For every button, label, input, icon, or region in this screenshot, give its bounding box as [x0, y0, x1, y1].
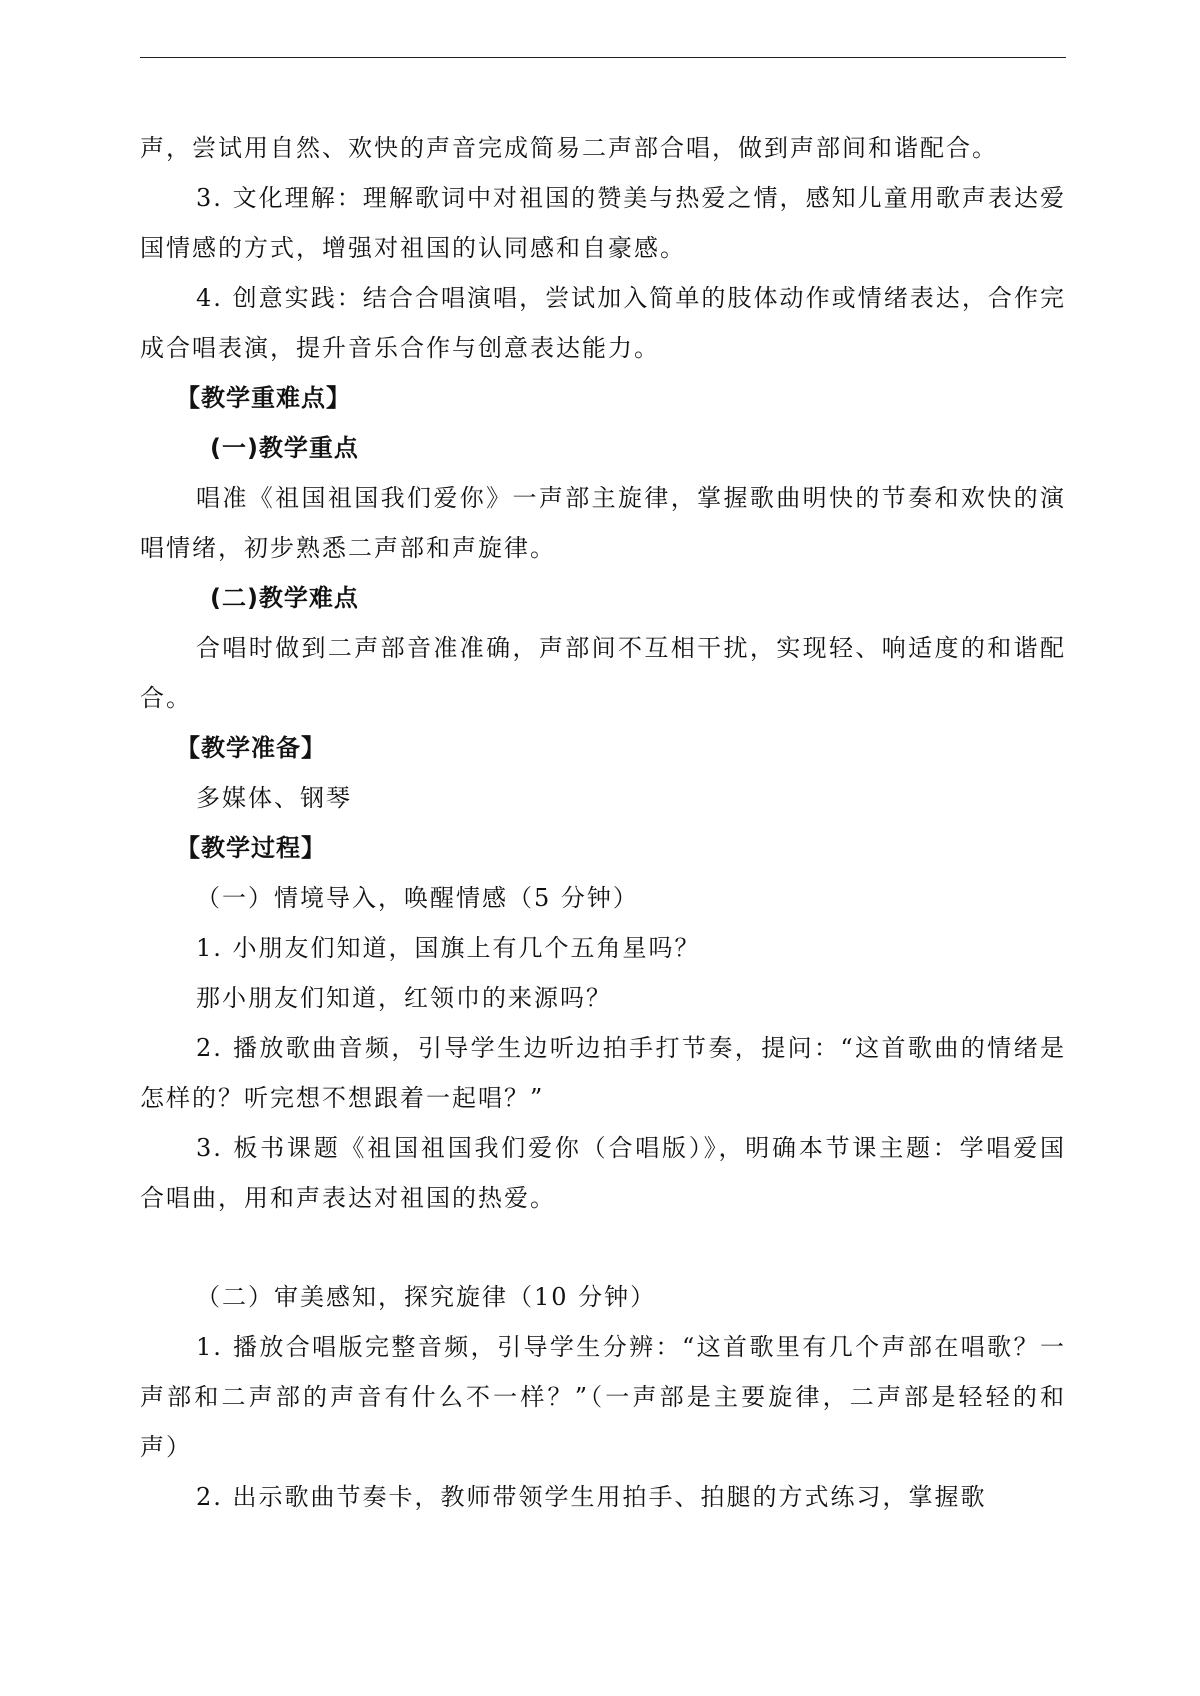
body-paragraph: 合唱时做到二声部音准准确，声部间不互相干扰，实现轻、响适度的和谐配合。: [140, 634, 1066, 712]
subsection-heading: (二)教学难点: [210, 584, 359, 612]
body-paragraph: 那小朋友们知道，红领巾的来源吗？: [196, 984, 612, 1012]
body-paragraph: 2. 出示歌曲节奏卡，教师带领学生用拍手、拍腿的方式练习，掌握歌: [196, 1483, 987, 1511]
body-paragraph: 1. 播放合唱版完整音频，引导学生分辨：“这首歌里有几个声部在唱歌？一声部和二声部的声音有什么不一样？”（一声部是主要旋律，二声部是轻轻的和声）: [140, 1333, 1066, 1461]
body-paragraph: 4. 创意实践：结合合唱演唱，尝试加入简单的肢体动作或情绪表达，合作完成合唱表演，提升音乐合作与创意表达能力。: [140, 284, 1066, 362]
body-paragraph: （二）审美感知，探究旋律（10 分钟）: [196, 1283, 657, 1311]
section-heading: 【教学过程】: [176, 834, 326, 862]
body-paragraph: 2. 播放歌曲音频，引导学生边听边拍手打节奏，提问：“这首歌曲的情绪是怎样的？听完想不想跟着一起唱？”: [140, 1034, 1066, 1112]
paragraph-spacer: [140, 1223, 1066, 1272]
body-paragraph: 1. 小朋友们知道，国旗上有几个五角星吗？: [196, 934, 701, 962]
body-paragraph: （一）情境导入，唤醒情感（5 分钟）: [196, 884, 639, 912]
document-body: [140, 123, 1066, 1522]
body-paragraph: 3. 板书课题《祖国祖国我们爱你（合唱版）》，明确本节课主题：学唱爱国合唱曲，用和声表达对祖国的热爱。: [140, 1134, 1066, 1212]
subsection-heading: (一)教学重点: [210, 434, 359, 462]
body-paragraph: 声，尝试用自然、欢快的声音完成简易二声部合唱，做到声部间和谐配合。: [140, 134, 998, 162]
header-rule: [140, 57, 1066, 58]
body-paragraph: 3. 文化理解：理解歌词中对祖国的赞美与热爱之情，感知儿童用歌声表达爱国情感的方式，增强对祖国的认同感和自豪感。: [140, 184, 1066, 262]
body-paragraph: 多媒体、钢琴: [196, 784, 352, 812]
section-heading: 【教学准备】: [176, 734, 326, 762]
body-paragraph: 唱准《祖国祖国我们爱你》一声部主旋律，掌握歌曲明快的节奏和欢快的演唱情绪，初步熟悉二声部和声旋律。: [140, 484, 1066, 562]
section-heading: 【教学重难点】: [176, 384, 351, 412]
